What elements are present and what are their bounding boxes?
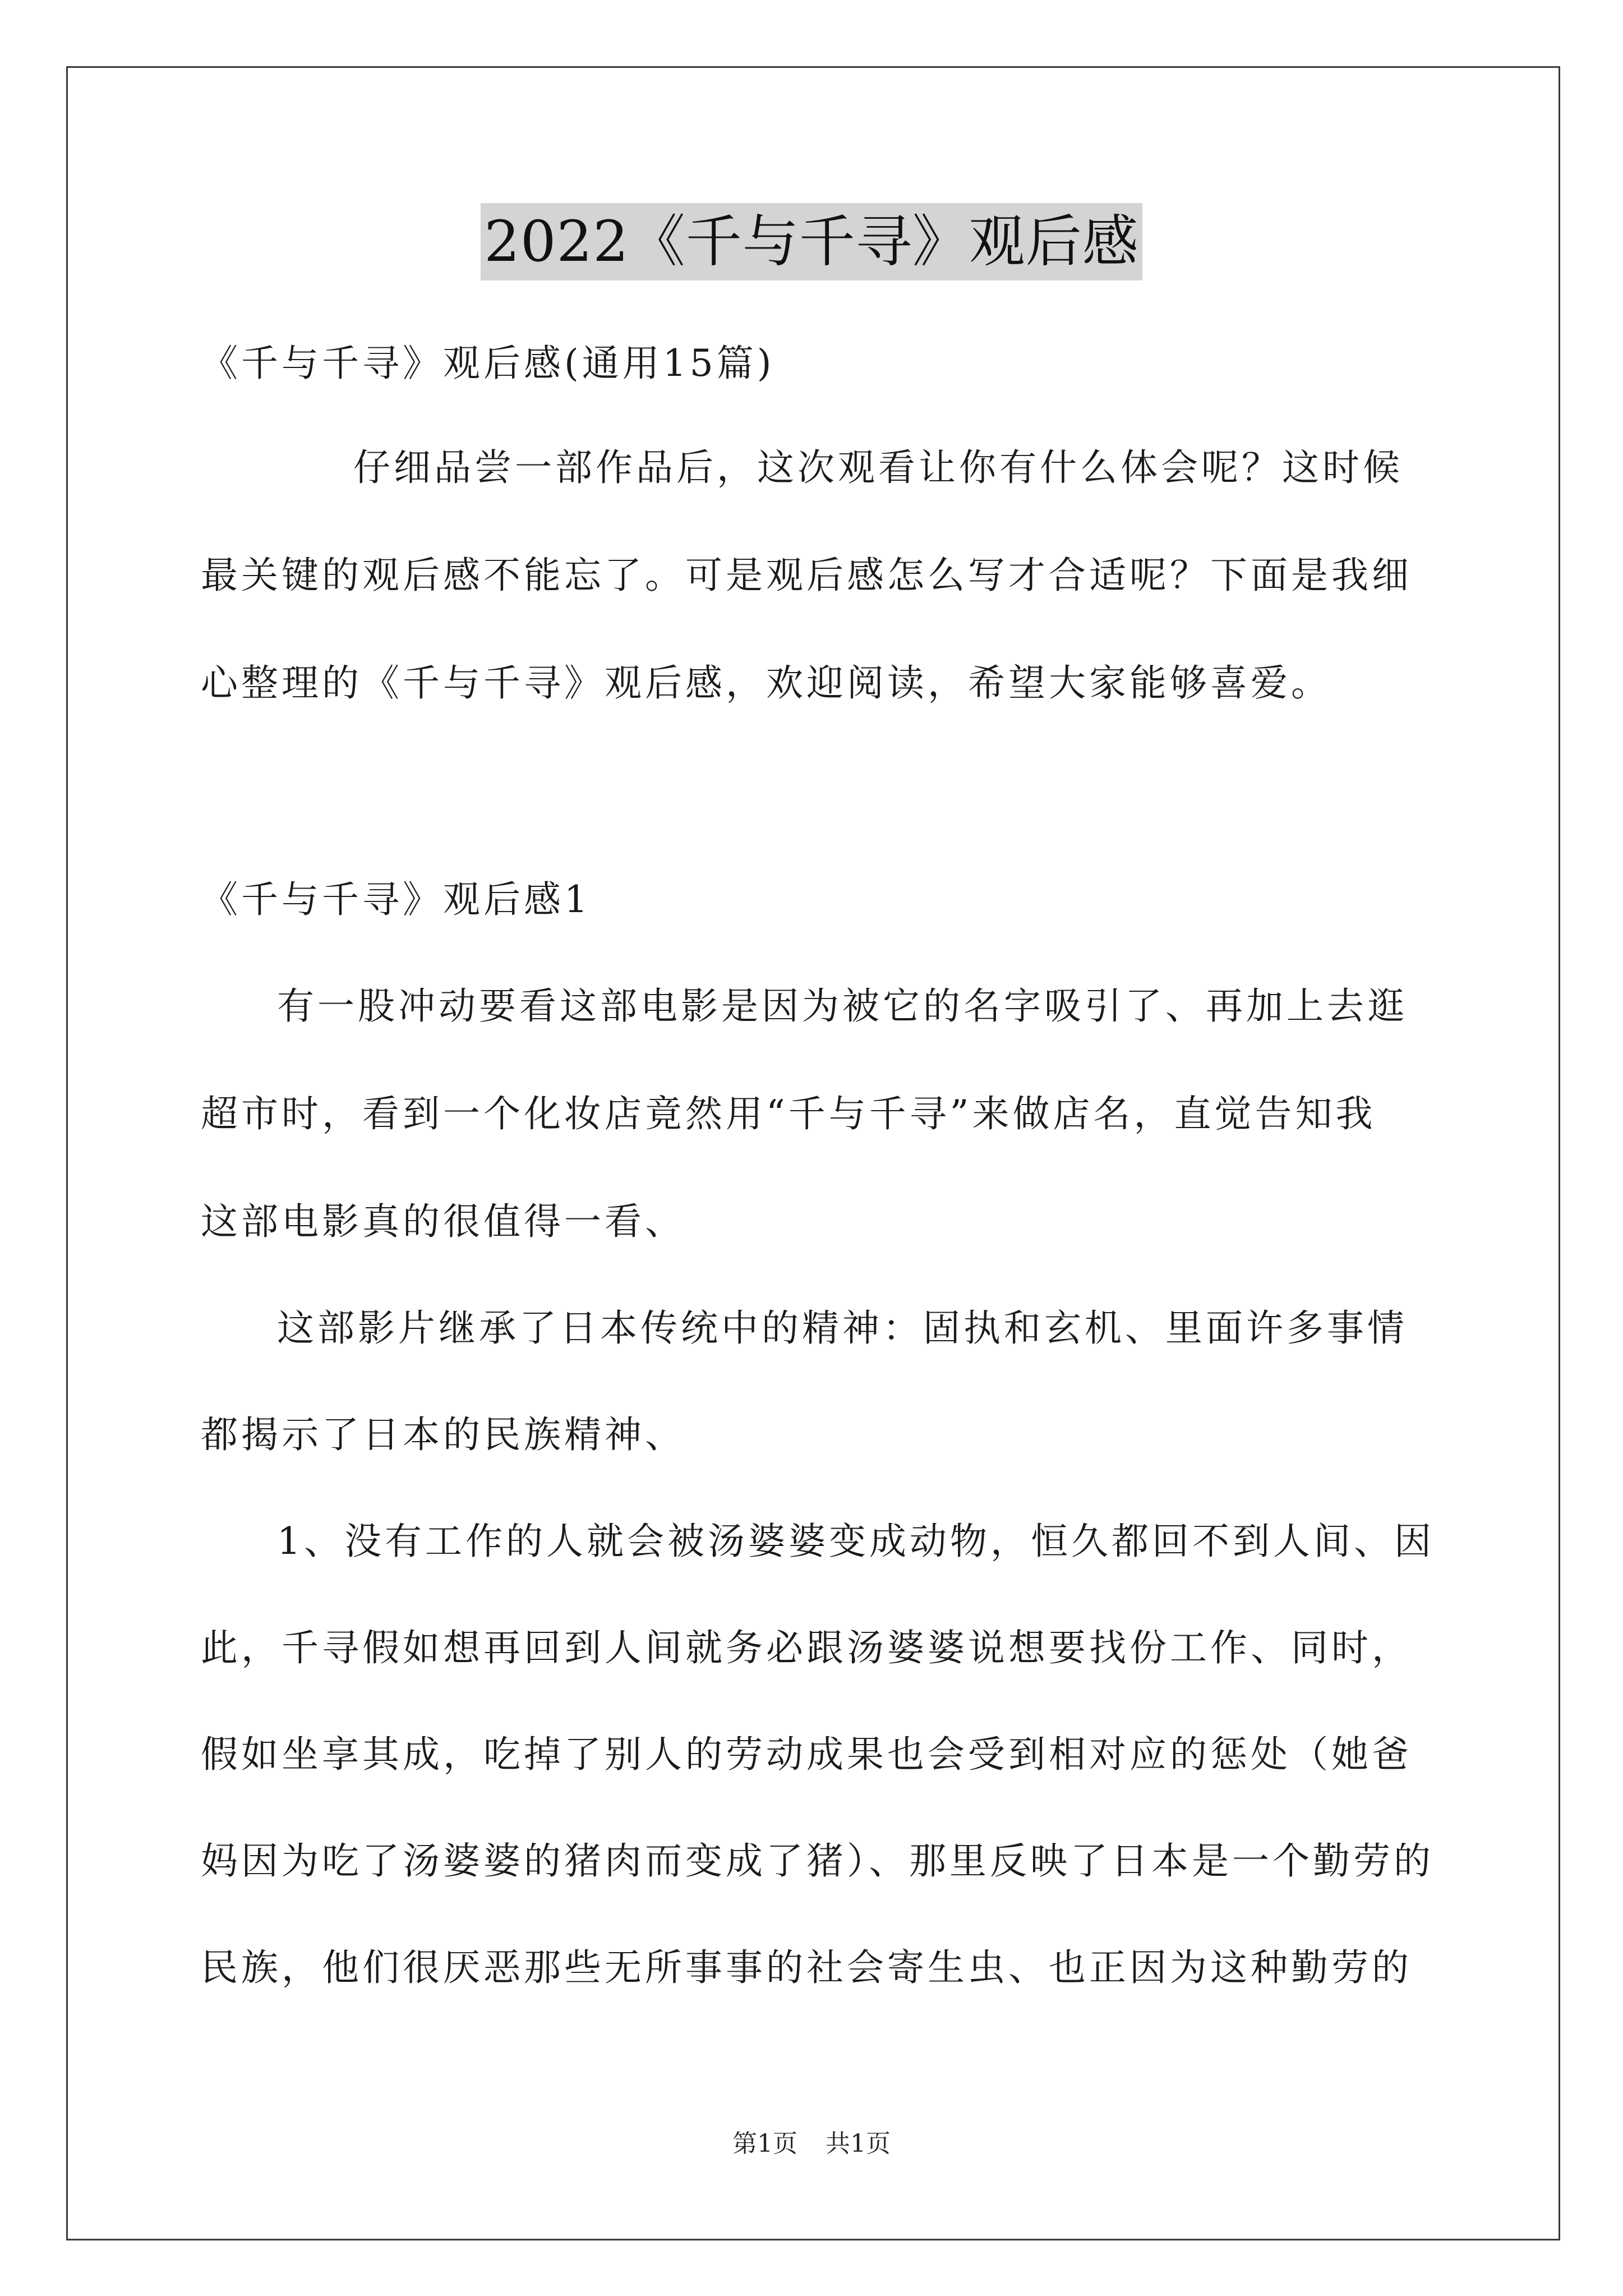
document-subtitle: 《千与千寻》观后感(通用15篇) [201,342,775,385]
page-number-total: 共1页 [826,2129,891,2158]
section-heading: 《千与千寻》观后感1 [201,878,591,921]
para3-line: 假如坐享其成，吃掉了别人的劳动成果也会受到相对应的惩处（她爸 [201,1733,1412,1776]
intro-line: 仔细品尝一部作品后，这次观看让你有什么体会呢？这时候 [353,446,1403,489]
para3-line: 此，千寻假如想再回到人间就务必跟汤婆婆说想要找份工作、同时， [201,1626,1412,1669]
para1-line: 这部电影真的很值得一看、 [201,1200,685,1243]
para2-line: 都揭示了日本的民族精神、 [201,1413,685,1456]
para2-line: 这部影片继承了日本传统中的精神：固执和玄机、里面许多事情 [277,1306,1408,1350]
intro-line: 最关键的观后感不能忘了。可是观后感怎么写才合适呢？下面是我细 [201,554,1412,597]
para3-line: 1、没有工作的人就会被汤婆婆变成动物，恒久都回不到人间、因 [277,1520,1435,1563]
page-border [66,66,1560,2240]
page-footer [0,2127,1623,2161]
para3-line: 民族，他们很厌恶那些无所事事的社会寄生虫、也正因为这种勤劳的 [201,1946,1412,1989]
para3-line: 妈因为吃了汤婆婆的猪肉而变成了猪）、那里反映了日本是一个勤劳的 [201,1839,1434,1883]
para1-line: 超市时，看到一个化妆店竟然用“千与千寻”来做店名，直觉告知我 [201,1092,1376,1135]
title-container [0,203,1623,280]
para1-line: 有一股冲动要看这部电影是因为被它的名字吸引了、再加上去逛 [277,984,1408,1028]
document-title: 2022《千与千寻》观后感 [481,203,1142,280]
page-number-current: 第1页 [732,2129,797,2158]
intro-line: 心整理的《千与千寻》观后感，欢迎阅读，希望大家能够喜爱。 [201,661,1331,705]
